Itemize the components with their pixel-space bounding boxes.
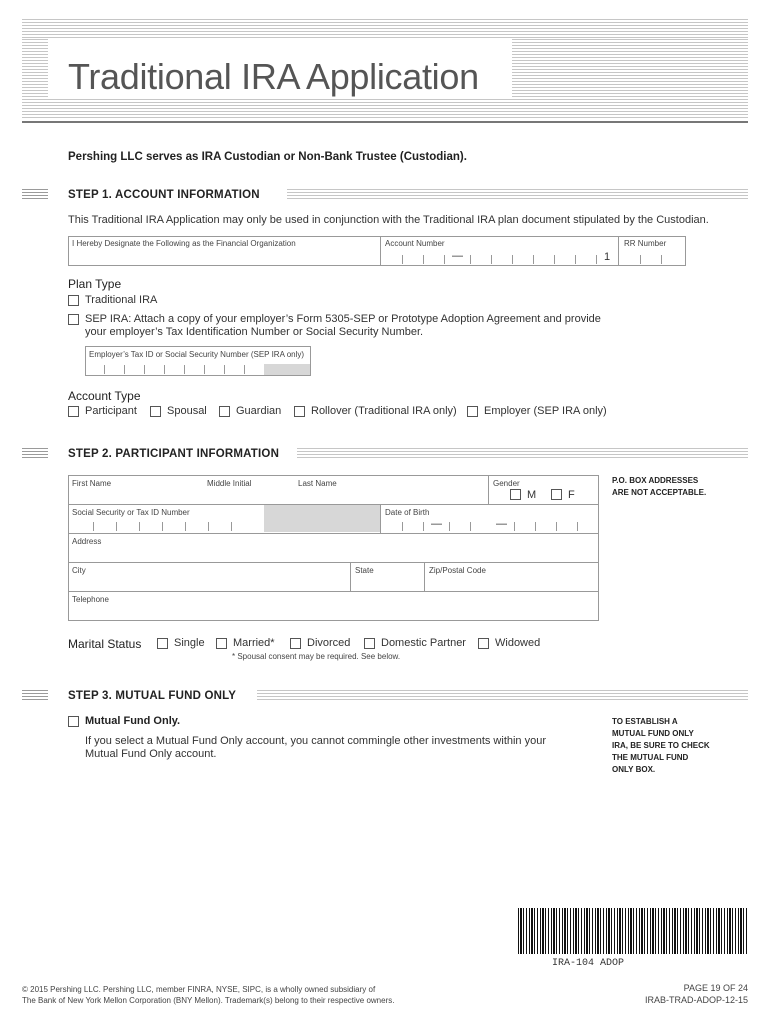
footer-page-number: PAGE 19 OF 24 [683, 983, 748, 993]
marital-single-checkbox[interactable] [157, 638, 168, 649]
marital-married-label: Married* [233, 637, 275, 649]
step2-rule-left [22, 448, 48, 460]
middle-initial-input[interactable] [205, 488, 293, 502]
account-type-spousal-label: Spousal [167, 405, 207, 417]
barcode [518, 908, 748, 954]
city-input[interactable] [70, 575, 348, 589]
gender-m-label: M [527, 489, 537, 501]
mutual-fund-note-line3: IRA, BE SURE TO CHECK [612, 741, 710, 750]
account-dash: — [452, 250, 463, 262]
intro-text: Pershing LLC serves as IRA Custodian or Non-Bank Trustee (Custodian). [68, 151, 467, 163]
header-rule-top [22, 19, 748, 39]
marital-divorced-label: Divorced [307, 637, 351, 649]
dob-dash-1: — [431, 518, 442, 530]
ssn-label: Social Security or Tax ID Number [72, 508, 190, 517]
header-rule-bottom [22, 99, 748, 119]
ssn-input[interactable] [70, 517, 262, 531]
marital-widowed-label: Widowed [495, 637, 541, 649]
employer-tax-id-input[interactable] [87, 360, 263, 374]
plan-sep-label-line2: your employer’s Tax Identification Number or Social Security Number. [85, 326, 424, 338]
account-type-rollover-label: Rollover (Traditional IRA only) [311, 405, 457, 417]
marital-single-label: Single [174, 637, 205, 649]
gender-f-checkbox[interactable] [551, 489, 562, 500]
employer-tax-id-shaded [264, 364, 310, 375]
step1-rule-left [22, 189, 48, 201]
account-type-participant-label: Participant [85, 405, 137, 417]
ssn-shaded [264, 505, 380, 532]
mutual-fund-note-line2: MUTUAL FUND ONLY [612, 729, 694, 738]
marital-divorced-checkbox[interactable] [290, 638, 301, 649]
zip-input[interactable] [426, 575, 597, 589]
header-rule-dark [22, 121, 748, 123]
step1-note: This Traditional IRA Application may only be used in conjunction with the Traditional IRA plan document stipulated by the Custodian. [68, 214, 709, 226]
step2-rule-right [297, 448, 748, 460]
mutual-fund-only-checkbox[interactable] [68, 716, 79, 727]
telephone-input[interactable] [70, 604, 597, 619]
rr-number-input[interactable] [620, 248, 684, 264]
first-name-input[interactable] [70, 488, 204, 502]
marital-domestic-partner-label: Domestic Partner [381, 637, 466, 649]
plan-traditional-label: Traditional IRA [85, 294, 158, 306]
account-number-input[interactable] [382, 248, 616, 264]
last-name-input[interactable] [296, 488, 486, 502]
gender-f-label: F [568, 489, 575, 501]
account-type-spousal-checkbox[interactable] [150, 406, 161, 417]
employer-tax-id-label: Employer’s Tax ID or Social Security Number (SEP IRA only) [89, 350, 305, 359]
step1-heading: STEP 1. ACCOUNT INFORMATION [68, 189, 260, 201]
step1-rule-right [287, 189, 748, 201]
marital-status-label: Marital Status [68, 637, 142, 651]
account-type-employer-label: Employer (SEP IRA only) [484, 405, 607, 417]
step3-rule-left [22, 690, 48, 702]
state-input[interactable] [352, 575, 422, 589]
first-name-label: First Name [72, 479, 112, 488]
financial-org-label: I Hereby Designate the Following as the Financial Organization [72, 239, 296, 248]
po-box-note-line1: P.O. BOX ADDRESSES [612, 476, 699, 485]
step3-rule-right [257, 690, 748, 702]
mutual-fund-text-line2: Mutual Fund Only account. [85, 748, 217, 760]
telephone-label: Telephone [72, 595, 109, 604]
gender-label: Gender [493, 479, 520, 488]
page-title: Traditional IRA Application [68, 56, 479, 97]
footer-form-code: IRAB-TRAD-ADOP-12-15 [644, 995, 748, 1005]
footer-copyright-line2: The Bank of New York Mellon Corporation (BNY Mellon). Trademark(s) belong to their respective owners. [22, 996, 395, 1005]
mutual-fund-note-line1: TO ESTABLISH A [612, 717, 678, 726]
city-label: City [72, 566, 86, 575]
plan-traditional-checkbox[interactable] [68, 295, 79, 306]
barcode-text: IRA-104 ADOP [552, 958, 625, 969]
account-type-guardian-label: Guardian [236, 405, 282, 417]
spousal-note: * Spousal consent may be required. See below. [232, 652, 401, 661]
account-suffix: 1 [604, 251, 611, 263]
step2-heading: STEP 2. PARTICIPANT INFORMATION [68, 448, 280, 460]
state-label: State [355, 566, 374, 575]
step3-heading: STEP 3. MUTUAL FUND ONLY [68, 690, 237, 702]
address-label: Address [72, 537, 102, 546]
account-type-guardian-checkbox[interactable] [219, 406, 230, 417]
marital-domestic-partner-checkbox[interactable] [364, 638, 375, 649]
mutual-fund-note-line4: THE MUTUAL FUND [612, 753, 689, 762]
plan-sep-checkbox[interactable] [68, 314, 79, 325]
zip-label: Zip/Postal Code [429, 566, 486, 575]
account-type-employer-checkbox[interactable] [467, 406, 478, 417]
marital-married-checkbox[interactable] [216, 638, 227, 649]
account-number-label: Account Number [385, 239, 445, 248]
financial-org-input[interactable] [70, 248, 376, 264]
plan-type-label: Plan Type [68, 277, 122, 291]
dob-dash-2: — [496, 518, 507, 530]
dob-label: Date of Birth [385, 508, 430, 517]
gender-m-checkbox[interactable] [510, 489, 521, 500]
footer-copyright-line1: © 2015 Pershing LLC. Pershing LLC, member FINRA, NYSE, SIPC, is a wholly owned subsidiary of [22, 985, 376, 994]
po-box-note-line2: ARE NOT ACCEPTABLE. [612, 488, 707, 497]
dob-input[interactable] [382, 517, 597, 531]
mutual-fund-only-label: Mutual Fund Only. [85, 715, 181, 727]
account-type-label: Account Type [68, 389, 141, 403]
account-type-participant-checkbox[interactable] [68, 406, 79, 417]
last-name-label: Last Name [298, 479, 337, 488]
rr-number-label: RR Number [624, 239, 667, 248]
mutual-fund-note-line5: ONLY BOX. [612, 765, 656, 774]
middle-initial-label: Middle Initial [207, 479, 252, 488]
account-type-rollover-checkbox[interactable] [294, 406, 305, 417]
mutual-fund-text-line1: If you select a Mutual Fund Only account, you cannot commingle other investments within your [85, 735, 547, 747]
marital-widowed-checkbox[interactable] [478, 638, 489, 649]
plan-sep-label-line1: SEP IRA: Attach a copy of your employer’s Form 5305-SEP or Prototype Adoption Agreement and provide [85, 313, 601, 325]
address-input[interactable] [70, 546, 597, 560]
